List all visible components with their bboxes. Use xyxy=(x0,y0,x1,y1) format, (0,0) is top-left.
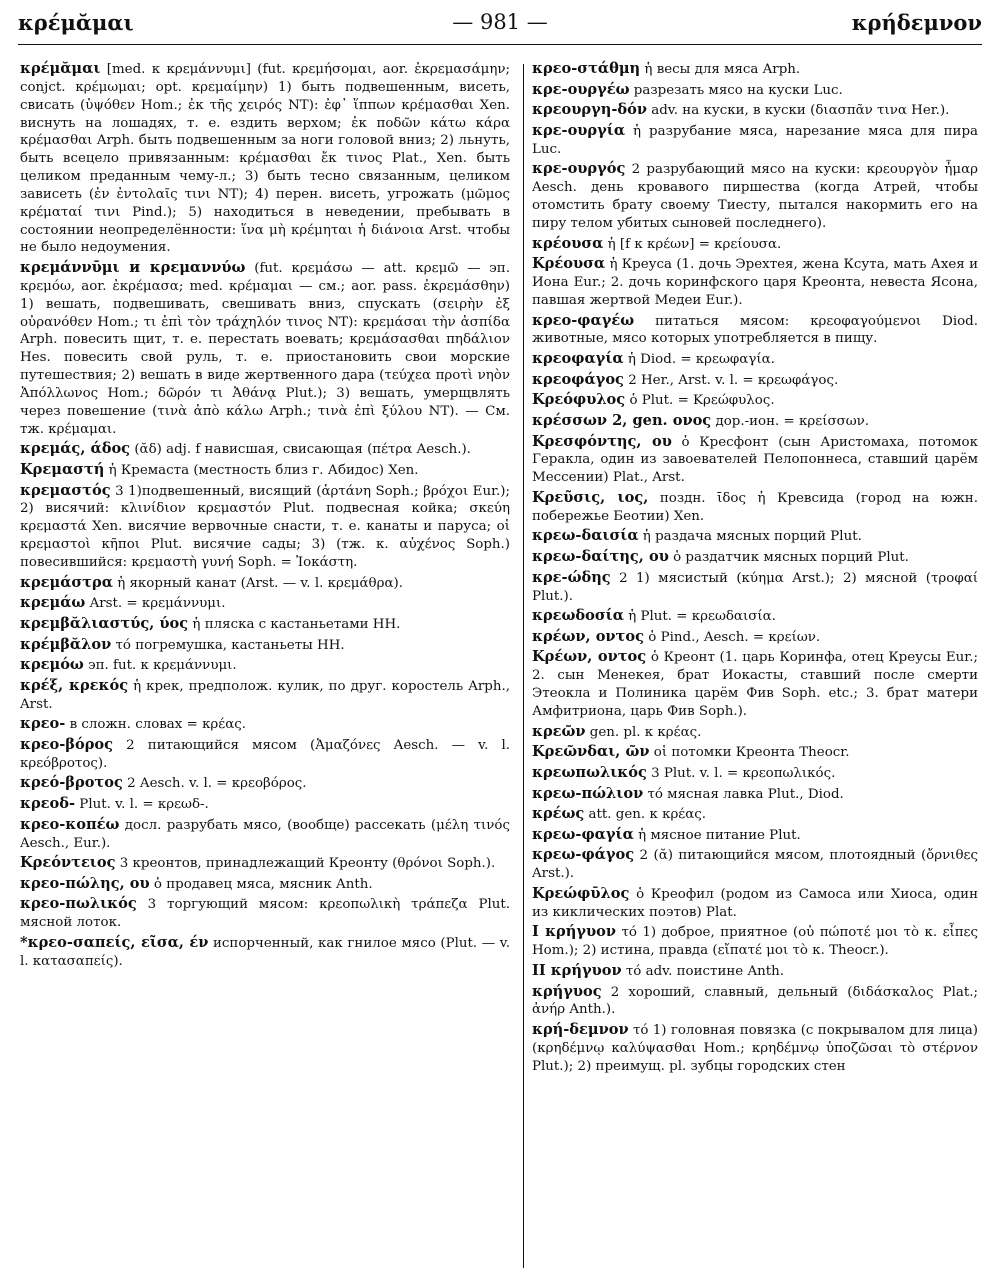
entry-headword: κρή-δεμνον xyxy=(532,1021,629,1039)
entry-definition: разрезать мясо на куски Luc. xyxy=(629,82,843,98)
dictionary-entry xyxy=(532,743,978,762)
entry-headword: κρεο- xyxy=(20,715,66,733)
entry-definition: ὁ продавец мяса, мясник Anth. xyxy=(149,876,373,892)
dictionary-entry xyxy=(532,983,978,1020)
dictionary-entry xyxy=(532,962,978,981)
entry-definition: эп. fut. к κρεμάννυμι. xyxy=(83,658,237,674)
entry-definition: 3 креонтов, принадлежащий Креонту (θρόνοι Soph.). xyxy=(115,856,496,872)
dictionary-entry xyxy=(20,259,510,438)
entry-definition: ἡ Diod. = κρεωφαγία. xyxy=(623,352,775,368)
entry-definition: испорченный, как гнилое мясо (Plut. — v. l. κατασαπείς). xyxy=(20,935,510,969)
entry-headword: κρεμαστός xyxy=(20,481,111,499)
dictionary-entry xyxy=(20,440,510,459)
dictionary-entry xyxy=(532,527,978,546)
entry-headword: κρέσσων 2, gen. ονος xyxy=(532,411,712,429)
entry-definition: ἡ мясное питание Plut. xyxy=(633,827,801,843)
entry-headword: κρεουργη-δόν xyxy=(532,101,647,119)
entry-definition: ἡ Plut. = κρεωδαισία. xyxy=(623,609,776,625)
entry-definition: ἡ пляска с кастаньетами HH. xyxy=(188,616,401,632)
entry-definition: поздн. ῑδος ἡ Кревсида (город на южн. побережье Беотии) Xen. xyxy=(532,490,978,524)
entry-definition: 2 (ᾰ) питающийся мясом, плотоядный (ὄρνιθες Arst.). xyxy=(532,848,978,882)
entry-headword: κρεοφάγος xyxy=(532,370,624,388)
entry-headword: κρεωδοσία xyxy=(532,607,624,625)
entry-definition: τό 1) доброе, приятное (οὐ πώποτέ μοι τὸ κ. εἶπες Hom.); 2) истина, правда (εἴπατέ μοι τὸ κ. Theocr.). xyxy=(532,925,978,959)
entry-headword: κρεο-βόρος xyxy=(20,735,114,753)
entry-headword: κρε-ώδης xyxy=(532,568,611,586)
entry-headword: κρέουσα xyxy=(532,234,604,252)
entry-headword: κρεμόω xyxy=(20,656,84,674)
entry-definition: 3 1)подвешенный, висящий (ἀρτάνη Soph.; βρόχοι Eur.); 2) висячий: κλινίδιον κρεμαστόν Plut. подвесная койка; σκεύη κρεμαστά Xen. висячие вервочные снасти, т. е. канаты и паруса; οἱ κρεμαστοὶ κῆποι Plut. висячие сады; 3) (тж. κ. αὐχένος Soph.) повесившийся: κρεμαστὴ γυνή Soph. = Ἰοκάστη. xyxy=(20,483,510,570)
dictionary-entry xyxy=(532,805,978,824)
entry-headword: κρεμάστρα xyxy=(20,573,113,591)
entry-definition: ὁ Креонт (1. царь Коринфа, отец Креусы Eur.; 2. сын Менекея, брат Иокасты, ставший после смерти Этеокла и Полиника царём Фив Soph. etc.; 3. брат матери Амфитриона, царь Фив Soph.). xyxy=(532,650,978,719)
dictionary-entry xyxy=(20,677,510,714)
entry-headword: Κρεσφόντης, ου xyxy=(532,432,672,450)
dictionary-entry xyxy=(532,885,978,922)
entry-headword: Κρεόφυλος xyxy=(532,391,626,409)
dictionary-entry xyxy=(532,255,978,310)
entry-headword: κρήγυος xyxy=(532,982,602,1000)
dictionary-entry xyxy=(532,607,978,626)
entry-definition: 3 Plut. v. l. = κρεοπωλικός. xyxy=(646,765,836,781)
entry-definition: [med. к κρεμάννυμι] (fut. κρεμήσομαι, aor. ἐκρεμασάμην; conjct. κρέμωμαι; opt. κρεμαίμην) 1) быть подвешенным, висеть, свисать (ὑψόθεν Hom.; ἐκ τῆς χειρός NT): ἐφ᾽ ἵππων κρέμασθαι Xen. виснуть на лошадях, т. е. ездить верхом; ἐκ ποδῶν κάτω κάρα κρέμασθαι Arph. быть подвешенным за ноги головой вниз; 2) льнуть, быть всецело привязанным: κρέμασθαι ἔκ τινος Plat., Xen. быть целиком преданным чему-л.; 3) быть тесно связанным, целиком зависеть (ἐν ἐντολαῖς τινι NT); 4) перен. висеть, угрожать (μῶμος κρέματαί τινι Pind.); 5) находиться в неведении, пребывать в состоянии неопределённости: ἵνα μὴ κρέμηται ἡ διάνοια Arst. чтобы не было недоумения. xyxy=(20,62,510,256)
entry-definition: ὁ Кресфонт (сын Аристомаха, потомок Геракла, один из завоевателей Пелопоннеса, ставший царём Мессении) Plat., Arst. xyxy=(532,434,978,486)
entry-definition: οἱ потомки Креонта Theocr. xyxy=(649,745,850,761)
entry-headword: κρέμᾰμαι xyxy=(20,60,101,77)
dictionary-entry xyxy=(532,489,978,526)
dictionary-entry xyxy=(20,795,510,814)
entry-headword: κρε-ουργία xyxy=(532,121,626,139)
entry-definition: (fut. κρεμάσω — att. κρεμῶ — эп. κρεμόω, aor. ἐκρέμασα; med. κρέμαμαι — см.; aor. pass. ἐκρεμάσθην) 1) вешать, подвешивать, свешивать вниз, спускать (σειρὴν ἐξ οὐρανόθεν Hom.; τι ἐπὶ τὸν τράχηλόν τινος NT): κρεμάσαι τὴν ἀσπίδα Arph. повесить щит, т. е. перестать воевать; κρεμάσασθαι πηδάλιον Hes. повесить свой руль, т. е. приостановить свои морские путешествия; 2) вешать в виде жертвенного дара (τεύχεα προτὶ νηὸν Ἀπόλλωνος Hom.; δῶρόν τι Ἀθάνᾳ Plut.); 3) вешать, умерщвлять через повешение (τινὰ ἀπὸ κάλω Arph.; τινὰ ἐπὶ ξύλου NT). — См. тж. κρέμαμαι. xyxy=(20,261,510,437)
entry-headword: *κρεο-σαπείς, εῖσα, έν xyxy=(20,933,209,951)
entry-definition: (ᾰδ) adj. f нависшая, свисающая (πέτρα Aesch.). xyxy=(130,442,471,458)
dictionary-entry xyxy=(20,774,510,793)
dictionary-entry xyxy=(532,391,978,410)
dictionary-entry xyxy=(532,433,978,488)
column-divider xyxy=(523,64,524,1268)
dictionary-entry xyxy=(532,785,978,804)
entry-headword: κρέων, οντος xyxy=(532,627,644,645)
dictionary-entry xyxy=(20,736,510,773)
dictionary-entry xyxy=(20,934,510,971)
dictionary-entry xyxy=(532,628,978,647)
entry-headword: κρεμβᾰλιαστύς, ύος xyxy=(20,614,189,632)
entry-definition: в сложн. словах = κρέας. xyxy=(65,717,247,733)
entry-definition: 2 хороший, славный, дельный (διδάσκαλος Plat.; ἀνήρ Anth.). xyxy=(532,984,978,1018)
entry-headword: κρεωπωλικός xyxy=(532,763,647,781)
dictionary-entry xyxy=(532,846,978,883)
dictionary-entry xyxy=(20,594,510,613)
entry-headword: κρεω-πώλιον xyxy=(532,784,644,802)
header-rule xyxy=(18,44,982,45)
entry-definition: ἡ весы для мяса Arph. xyxy=(640,62,801,77)
left-column xyxy=(20,60,510,1270)
entry-definition: ἡ крек, предполож. кулик, по друг. коростель Arph., Arst. xyxy=(20,678,510,712)
entry-headword: κρεῶν xyxy=(532,722,586,740)
entry-headword: Κρεμαστή xyxy=(20,460,105,478)
entry-definition: досл. разрубать мясо, (вообще) рассекать (μέλη τινός Aesch., Eur.). xyxy=(20,817,510,851)
entry-headword: κρέως xyxy=(532,805,585,823)
dictionary-entry xyxy=(532,235,978,254)
dictionary-entry xyxy=(532,101,978,120)
entry-definition: ὁ раздатчик мясных порций Plut. xyxy=(668,550,909,566)
dictionary-entry xyxy=(532,312,978,349)
entry-headword: Κρέουσα xyxy=(532,255,606,273)
entry-definition: ἡ раздача мясных порций Plut. xyxy=(638,529,862,545)
dictionary-entry xyxy=(20,875,510,894)
entry-headword: Κρεόντειος xyxy=(20,854,116,872)
entry-headword: I κρήγυον xyxy=(532,923,616,941)
entry-headword: κρεω-δαισία xyxy=(532,527,639,545)
page-number: — 981 — xyxy=(452,10,548,34)
header-left-guide-word: κρέμᾰμαι xyxy=(18,10,134,35)
entry-definition: Arst. = κρεμάννυμι. xyxy=(85,596,226,612)
dictionary-entry xyxy=(532,764,978,783)
entry-definition: τό погремушка, кастаньеты HH. xyxy=(111,637,345,653)
entry-headword: κρεω-δαίτης, ου xyxy=(532,548,669,566)
entry-definition: ἡ Креуса (1. дочь Эрехтея, жена Ксута, мать Ахея и Иона Eur.; 2. дочь коринфского царя Креонта, невеста Ясона, павшая жертвой Медеи Eur.). xyxy=(532,257,978,308)
dictionary-entry xyxy=(20,854,510,873)
entry-definition: gen. pl. к κρέας. xyxy=(585,724,702,740)
entry-headword: κρεοφαγία xyxy=(532,350,624,368)
entry-headword: II κρήγυον xyxy=(532,961,622,979)
entry-headword: Κρέων, οντος xyxy=(532,648,647,666)
entry-definition: питаться мясом: κρεοφαγούμενοι Diod. животные, мясо которых употребляется в пищу. xyxy=(532,313,978,347)
page-header xyxy=(18,6,982,38)
entry-definition: att. gen. к κρέας. xyxy=(584,807,707,823)
entry-headword: Κρεώφῡλος xyxy=(532,884,630,902)
entry-headword: κρεο-πωλικός xyxy=(20,895,137,913)
entry-definition: ἡ якорный канат (Arst. — v. l. κρεμάθρα). xyxy=(112,575,404,591)
entry-headword: κρε-ουργός xyxy=(532,160,626,178)
entry-headword: κρέξ, κρεκός xyxy=(20,676,129,694)
entry-definition: 3 торгующий мясом: κρεοπωλικὴ τράπεζα Plut. мясной лоток. xyxy=(20,897,510,931)
entry-headword: κρεο-φαγέω xyxy=(532,311,635,329)
entry-definition: 2 Aesch. v. l. = κρεοβόρος. xyxy=(122,776,307,792)
entry-definition: Plut. v. l. = κρεωδ-. xyxy=(75,797,209,813)
entry-headword: κρεοδ- xyxy=(20,795,76,813)
dictionary-entry xyxy=(20,715,510,734)
dictionary-entry xyxy=(532,160,978,232)
dictionary-entry xyxy=(20,816,510,853)
entry-definition: дор.-ион. = κρείσσων. xyxy=(711,413,870,429)
entry-definition: τό adv. поистине Anth. xyxy=(621,963,785,979)
dictionary-entry xyxy=(20,636,510,655)
entry-definition: ὁ Plut. = Κρεώφυλος. xyxy=(625,393,775,409)
entry-headword: κρεο-κοπέω xyxy=(20,815,120,833)
entry-headword: κρεό-βροτος xyxy=(20,774,123,792)
dictionary-entry xyxy=(532,122,978,159)
entry-headword: κρεω-φαγία xyxy=(532,825,634,843)
entry-definition: τό 1) головная повязка (с покрывалом для лица) (κρηδέμνῳ καλύψασθαι Hom.; κρηδέμνῳ ὑποζῶσαι τὸ στέρνον Plut.); 2) преимущ. pl. зубцы городских стен xyxy=(532,1023,978,1074)
dictionary-entry xyxy=(532,648,978,720)
entry-headword: κρεο-στάθμη xyxy=(532,60,641,77)
right-column xyxy=(532,60,978,1270)
entry-definition: τό мясная лавка Plut., Diod. xyxy=(643,786,844,802)
dictionary-entry xyxy=(20,574,510,593)
entry-headword: κρεμάς, άδος xyxy=(20,440,131,458)
dictionary-entry xyxy=(532,723,978,742)
entry-headword: κρεμάω xyxy=(20,594,86,612)
dictionary-entry xyxy=(532,548,978,567)
entry-definition: ἡ разрубание мяса, нарезание мяса для пира Luc. xyxy=(532,123,978,157)
dictionary-entry xyxy=(532,60,978,79)
dictionary-entry xyxy=(532,412,978,431)
entry-definition: ὁ Креофил (родом из Самоса или Хиоса, один из киклических поэтов) Plat. xyxy=(532,886,978,920)
entry-definition: 2 разрубающий мясо на куски: κρεουργὸν ἦμαρ Aesch. день кровавого пиршества (когда Атрей, чтобы отомстить брату своему Тиесту, пытался накормить его на пиру телом убитых сыновей последнего). xyxy=(532,162,978,231)
entry-headword: κρεο-πώλης, ου xyxy=(20,874,150,892)
entry-headword: κρέμβᾰλον xyxy=(20,635,112,653)
entry-definition: 2 Her., Arst. v. l. = κρεωφάγος. xyxy=(623,372,839,388)
entry-headword: κρεω-φάγος xyxy=(532,846,635,864)
entry-headword: κρεμάννῡμι и κρεμαννύω xyxy=(20,259,246,277)
entry-definition: ὁ Pind., Aesch. = κρείων. xyxy=(644,629,821,645)
dictionary-entry xyxy=(532,1021,978,1076)
dictionary-entry xyxy=(532,923,978,960)
dictionary-entry xyxy=(20,895,510,932)
dictionary-entry xyxy=(20,482,510,572)
dictionary-entry xyxy=(20,60,510,257)
entry-definition: 2 1) мясистый (κύημα Arst.); 2) мясной (τροφαί Plut.). xyxy=(532,570,978,604)
entry-headword: Κρεῦσις, ιος, xyxy=(532,488,649,506)
entry-definition: adv. на куски, в куски (διασπᾶν τινα Her.). xyxy=(646,103,950,119)
dictionary-entry xyxy=(20,615,510,634)
dictionary-entry xyxy=(532,350,978,369)
dictionary-entry xyxy=(532,826,978,845)
dictionary-entry xyxy=(532,81,978,100)
entry-headword: κρε-ουργέω xyxy=(532,80,630,98)
dictionary-entry xyxy=(532,569,978,606)
dictionary-entry xyxy=(532,371,978,390)
entry-definition: 2 питающийся мясом (Ἀμαζόνες Aesch. — v. l. κρεόβροτος). xyxy=(20,737,510,771)
entry-definition: ἡ [f к κρέων] = κρείουσα. xyxy=(603,236,782,252)
header-right-guide-word: κρήδεμνον xyxy=(851,10,982,35)
entry-headword: Κρεῶνδαι, ῶν xyxy=(532,743,650,761)
entry-definition: ἡ Кремаста (местность близ г. Абидос) Xen. xyxy=(104,462,419,478)
dictionary-entry xyxy=(20,656,510,675)
dictionary-entry xyxy=(20,461,510,480)
